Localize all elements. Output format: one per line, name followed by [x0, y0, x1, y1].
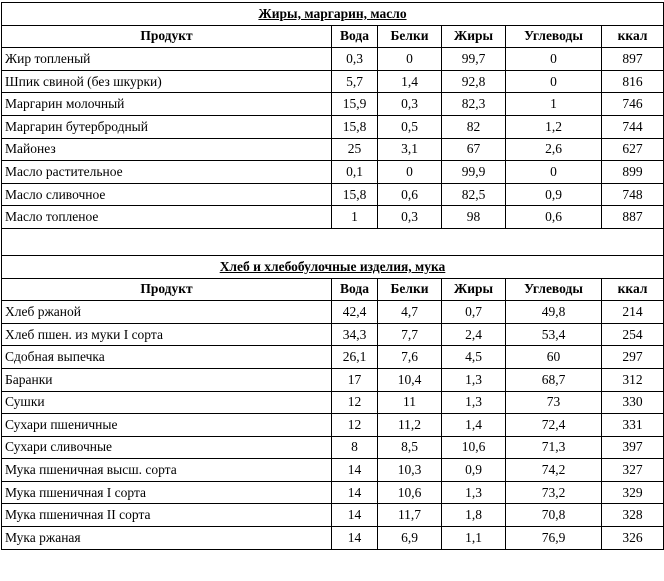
cell-carbs: 74,2 — [506, 459, 602, 482]
cell-carbs: 0 — [506, 161, 602, 184]
section-spacer — [2, 228, 664, 255]
cell-carbs: 72,4 — [506, 414, 602, 437]
cell-fat: 4,5 — [442, 346, 506, 369]
cell-kcal: 899 — [602, 161, 664, 184]
cell-product: Баранки — [2, 368, 332, 391]
cell-fat: 82 — [442, 115, 506, 138]
cell-carbs: 0 — [506, 70, 602, 93]
section-title: Хлеб и хлебобулочные изделия, мука — [2, 255, 664, 278]
cell-protein: 0,3 — [378, 206, 442, 229]
cell-water: 14 — [332, 527, 378, 550]
table-row — [2, 391, 664, 414]
cell-product: Сдобная выпечка — [2, 346, 332, 369]
cell-kcal: 297 — [602, 346, 664, 369]
cell-kcal: 254 — [602, 323, 664, 346]
cell-carbs: 68,7 — [506, 368, 602, 391]
cell-kcal: 326 — [602, 527, 664, 550]
column-header-carbs: Углеводы — [506, 25, 602, 48]
cell-product: Жир топленый — [2, 48, 332, 71]
table-row — [2, 414, 664, 437]
cell-protein: 3,1 — [378, 138, 442, 161]
cell-product: Мука ржаная — [2, 527, 332, 550]
table-row — [2, 183, 664, 206]
cell-protein: 10,6 — [378, 481, 442, 504]
cell-carbs: 0,6 — [506, 206, 602, 229]
cell-water: 14 — [332, 481, 378, 504]
table-row — [2, 368, 664, 391]
cell-carbs: 71,3 — [506, 436, 602, 459]
column-header-fat: Жиры — [442, 278, 506, 301]
cell-fat: 1,4 — [442, 414, 506, 437]
cell-water: 0,3 — [332, 48, 378, 71]
cell-kcal: 327 — [602, 459, 664, 482]
cell-carbs: 1,2 — [506, 115, 602, 138]
cell-fat: 99,9 — [442, 161, 506, 184]
cell-protein: 11 — [378, 391, 442, 414]
cell-fat: 1,3 — [442, 391, 506, 414]
cell-protein: 7,7 — [378, 323, 442, 346]
cell-fat: 1,1 — [442, 527, 506, 550]
column-header-protein: Белки — [378, 278, 442, 301]
column-header-carbs: Углеводы — [506, 278, 602, 301]
cell-kcal: 887 — [602, 206, 664, 229]
column-header-row — [2, 25, 664, 48]
column-header-water: Вода — [332, 25, 378, 48]
table-row — [2, 301, 664, 324]
table-row — [2, 115, 664, 138]
cell-product: Хлеб ржаной — [2, 301, 332, 324]
cell-fat: 92,8 — [442, 70, 506, 93]
cell-water: 15,8 — [332, 183, 378, 206]
cell-carbs: 0 — [506, 48, 602, 71]
cell-kcal: 214 — [602, 301, 664, 324]
cell-fat: 1,8 — [442, 504, 506, 527]
cell-protein: 10,4 — [378, 368, 442, 391]
cell-fat: 99,7 — [442, 48, 506, 71]
cell-water: 42,4 — [332, 301, 378, 324]
cell-protein: 0,6 — [378, 183, 442, 206]
cell-fat: 82,3 — [442, 93, 506, 116]
section-title-row — [2, 3, 664, 26]
column-header-kcal: ккал — [602, 25, 664, 48]
cell-water: 17 — [332, 368, 378, 391]
cell-product: Сушки — [2, 391, 332, 414]
cell-product: Мука пшеничная высш. сорта — [2, 459, 332, 482]
section-title: Жиры, маргарин, масло — [2, 3, 664, 26]
cell-kcal: 897 — [602, 48, 664, 71]
nutrition-table — [1, 2, 664, 550]
cell-water: 0,1 — [332, 161, 378, 184]
cell-water: 34,3 — [332, 323, 378, 346]
cell-fat: 10,6 — [442, 436, 506, 459]
cell-carbs: 60 — [506, 346, 602, 369]
cell-product: Мука пшеничная I сорта — [2, 481, 332, 504]
column-header-row — [2, 278, 664, 301]
cell-protein: 0 — [378, 48, 442, 71]
cell-carbs: 76,9 — [506, 527, 602, 550]
cell-carbs: 70,8 — [506, 504, 602, 527]
cell-protein: 11,2 — [378, 414, 442, 437]
cell-protein: 1,4 — [378, 70, 442, 93]
cell-fat: 1,3 — [442, 368, 506, 391]
table-row — [2, 459, 664, 482]
cell-product: Маргарин молочный — [2, 93, 332, 116]
cell-product: Сухари пшеничные — [2, 414, 332, 437]
column-header-product: Продукт — [2, 278, 332, 301]
table-row — [2, 504, 664, 527]
cell-protein: 7,6 — [378, 346, 442, 369]
cell-water: 26,1 — [332, 346, 378, 369]
column-header-water: Вода — [332, 278, 378, 301]
cell-water: 1 — [332, 206, 378, 229]
cell-water: 15,8 — [332, 115, 378, 138]
cell-protein: 0,5 — [378, 115, 442, 138]
cell-kcal: 746 — [602, 93, 664, 116]
cell-product: Хлеб пшен. из муки I сорта — [2, 323, 332, 346]
table-row — [2, 138, 664, 161]
table-row — [2, 436, 664, 459]
cell-water: 15,9 — [332, 93, 378, 116]
cell-protein: 10,3 — [378, 459, 442, 482]
cell-protein: 0,3 — [378, 93, 442, 116]
table-row — [2, 346, 664, 369]
cell-kcal: 748 — [602, 183, 664, 206]
cell-kcal: 744 — [602, 115, 664, 138]
table-row — [2, 206, 664, 229]
cell-protein: 6,9 — [378, 527, 442, 550]
cell-kcal: 312 — [602, 368, 664, 391]
cell-product: Масло растительное — [2, 161, 332, 184]
cell-kcal: 329 — [602, 481, 664, 504]
table-row — [2, 70, 664, 93]
table-row — [2, 323, 664, 346]
cell-protein: 8,5 — [378, 436, 442, 459]
cell-carbs: 1 — [506, 93, 602, 116]
cell-product: Майонез — [2, 138, 332, 161]
spacer-cell — [2, 228, 664, 255]
cell-water: 14 — [332, 459, 378, 482]
cell-carbs: 49,8 — [506, 301, 602, 324]
cell-water: 25 — [332, 138, 378, 161]
cell-product: Маргарин бутербродный — [2, 115, 332, 138]
cell-kcal: 816 — [602, 70, 664, 93]
cell-fat: 1,3 — [442, 481, 506, 504]
cell-water: 12 — [332, 414, 378, 437]
cell-fat: 82,5 — [442, 183, 506, 206]
cell-carbs: 0,9 — [506, 183, 602, 206]
table-row — [2, 93, 664, 116]
cell-product: Мука пшеничная II сорта — [2, 504, 332, 527]
cell-fat: 98 — [442, 206, 506, 229]
cell-fat: 2,4 — [442, 323, 506, 346]
column-header-product: Продукт — [2, 25, 332, 48]
column-header-kcal: ккал — [602, 278, 664, 301]
cell-water: 8 — [332, 436, 378, 459]
cell-fat: 0,9 — [442, 459, 506, 482]
cell-carbs: 53,4 — [506, 323, 602, 346]
cell-product: Масло сливочное — [2, 183, 332, 206]
cell-product: Масло топленое — [2, 206, 332, 229]
cell-carbs: 73 — [506, 391, 602, 414]
table-row — [2, 527, 664, 550]
table-row — [2, 481, 664, 504]
cell-carbs: 2,6 — [506, 138, 602, 161]
cell-water: 14 — [332, 504, 378, 527]
cell-protein: 4,7 — [378, 301, 442, 324]
cell-carbs: 73,2 — [506, 481, 602, 504]
cell-water: 5,7 — [332, 70, 378, 93]
cell-kcal: 331 — [602, 414, 664, 437]
cell-kcal: 330 — [602, 391, 664, 414]
cell-kcal: 397 — [602, 436, 664, 459]
table-row — [2, 161, 664, 184]
table-row — [2, 48, 664, 71]
cell-fat: 0,7 — [442, 301, 506, 324]
section-title-row — [2, 255, 664, 278]
cell-product: Шпик свиной (без шкурки) — [2, 70, 332, 93]
cell-protein: 11,7 — [378, 504, 442, 527]
cell-product: Сухари сливочные — [2, 436, 332, 459]
cell-protein: 0 — [378, 161, 442, 184]
column-header-fat: Жиры — [442, 25, 506, 48]
cell-kcal: 627 — [602, 138, 664, 161]
column-header-protein: Белки — [378, 25, 442, 48]
cell-water: 12 — [332, 391, 378, 414]
cell-fat: 67 — [442, 138, 506, 161]
cell-kcal: 328 — [602, 504, 664, 527]
